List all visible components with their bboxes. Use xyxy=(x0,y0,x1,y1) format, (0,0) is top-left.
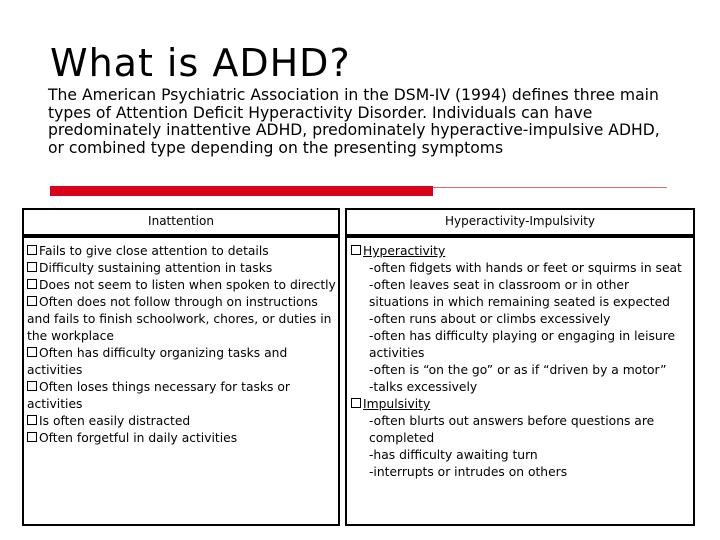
subheading-hyperactivity: Hyperactivity xyxy=(351,243,691,260)
list-item: Often has difficulty organizing tasks and activities xyxy=(27,346,288,377)
subheading-impulsivity: Impulsivity xyxy=(351,396,691,413)
list-item: -often runs about or climbs excessively xyxy=(369,312,611,326)
list-item: Often forgetful in daily activities xyxy=(27,430,338,447)
checkbox-bullet-icon xyxy=(27,432,37,442)
list-item: -often fidgets with hands or feet or squirms in seat xyxy=(369,261,682,275)
list-item: -often leaves seat in classroom or in other situations in which remaining seated is expected xyxy=(369,278,670,309)
list-item: -often has difficulty playing or engaging in leisure activities xyxy=(369,329,676,360)
slide-title: What is ADHD? xyxy=(50,41,351,85)
list-item: -often blurts out answers before questions are completed xyxy=(369,414,655,445)
list-item: Often loses things necessary for tasks or activities xyxy=(27,380,290,411)
list-item: -often is “on the go” or as if “driven by a motor” xyxy=(369,363,667,377)
inattention-list xyxy=(27,243,338,447)
checkbox-bullet-icon xyxy=(27,245,37,255)
header-hyperactivity-impulsivity: Hyperactivity-Impulsivity xyxy=(444,214,596,228)
checkbox-bullet-icon xyxy=(27,381,37,391)
checkbox-bullet-icon xyxy=(27,279,37,289)
list-item: -has difficulty awaiting turn xyxy=(369,448,538,462)
checkbox-bullet-icon xyxy=(351,245,361,255)
list-item: -interrupts or intrudes on others xyxy=(369,465,568,479)
header-inattention: Inattention xyxy=(148,214,214,228)
checkbox-bullet-icon xyxy=(27,415,37,425)
checkbox-bullet-icon xyxy=(27,347,37,357)
list-item: Difficulty sustaining attention in tasks xyxy=(27,260,338,277)
list-item: Often does not follow through on instructions and fails to finish schoolwork, chores, or duties in the workplace xyxy=(27,295,332,343)
title-underline-thin xyxy=(433,187,667,188)
checkbox-bullet-icon xyxy=(27,296,37,306)
list-item: Fails to give close attention to details xyxy=(27,243,338,260)
symptom-table xyxy=(22,208,695,526)
hyperactivity-impulsivity-list xyxy=(351,243,691,481)
list-item: Does not seem to listen when spoken to directly xyxy=(27,277,338,294)
title-underline-bar xyxy=(50,186,433,196)
checkbox-bullet-icon xyxy=(27,262,37,272)
intro-paragraph: The American Psychiatric Association in the DSM-IV (1994) defines three main types of Attention Deficit Hyperactivity Disorder. Individuals can have predominately inattentive ADHD, predominately hyperactive-impulsive ADHD, or combined type depending on the presenting symptoms xyxy=(48,86,660,157)
list-item: Is often easily distracted xyxy=(27,413,338,430)
list-item: -talks excessively xyxy=(369,380,478,394)
checkbox-bullet-icon xyxy=(351,398,361,408)
